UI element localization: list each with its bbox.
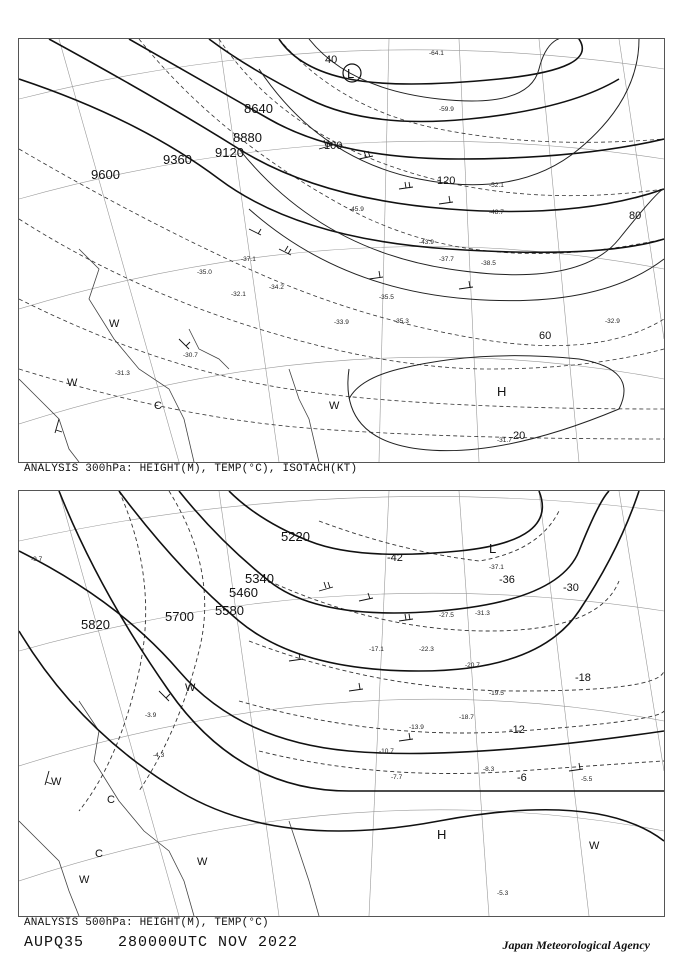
height-label: 5700 — [165, 609, 194, 624]
temp-label: -7.7 — [391, 774, 403, 781]
agency-name: Japan Meteorological Agency — [502, 938, 650, 952]
warm-mark: W — [329, 400, 340, 412]
height-label: 8880 — [233, 130, 262, 145]
caption-300hpa: ANALYSIS 300hPa: HEIGHT(M), TEMP(°C), ISOTACH(KT) — [24, 463, 358, 475]
temp-label: -8.3 — [483, 766, 495, 773]
isotach-label: 40 — [325, 54, 338, 66]
warm-mark: W — [109, 318, 120, 330]
temp-label: -31.7 — [497, 437, 512, 444]
temp-label: -19.5 — [489, 690, 504, 697]
temp-label: -20.7 — [465, 662, 480, 669]
height-label: 5220 — [281, 529, 310, 544]
temp-label: -9.7 — [31, 556, 43, 563]
map-500hpa — [18, 490, 665, 917]
isotach-label: 120 — [437, 175, 456, 187]
temp-label: -37.1 — [489, 564, 504, 571]
isotherm-label: -18 — [575, 672, 591, 684]
coastline — [19, 701, 319, 916]
map-500hpa-canvas — [19, 491, 664, 916]
isotherm-label: -6 — [517, 772, 527, 784]
isotach-contours — [239, 39, 664, 451]
temp-label: -45.9 — [349, 206, 364, 213]
temp-label: -37.1 — [241, 256, 256, 263]
coastline — [19, 249, 319, 462]
isotach-label: 80 — [629, 210, 642, 222]
isotherm-label: -42 — [387, 552, 403, 564]
temp-label: -31.3 — [115, 370, 130, 377]
temp-label: -22.3 — [419, 646, 434, 653]
temp-label: -30.7 — [183, 352, 198, 359]
temp-label: -64.1 — [429, 50, 444, 57]
isotach-label: 60 — [539, 330, 552, 342]
temp-label: -31.3 — [475, 610, 490, 617]
temp-label: -35.5 — [379, 294, 394, 301]
temp-label: -32.9 — [605, 318, 620, 325]
warm-mark: W — [79, 874, 90, 886]
graticule — [19, 491, 664, 916]
temp-label: -35.3 — [394, 318, 409, 325]
warm-mark: W — [67, 377, 78, 389]
temp-label: -3.9 — [145, 712, 157, 719]
temp-label: -37.7 — [439, 256, 454, 263]
isotherm-label: -12 — [509, 724, 525, 736]
temp-label: -13.9 — [409, 724, 424, 731]
low-pressure-mark: L — [489, 541, 497, 556]
warm-mark: W — [185, 682, 196, 694]
temp-label: -17.1 — [369, 646, 384, 653]
caption-500hpa: ANALYSIS 500hPa: HEIGHT(M), TEMP(°C) — [24, 917, 269, 929]
height-labels — [91, 101, 273, 182]
temp-label: -35.0 — [197, 269, 212, 276]
height-label: 5580 — [215, 603, 244, 618]
temp-label: -5.3 — [497, 890, 509, 897]
cold-mark: C — [95, 848, 103, 860]
isotherm-label: -30 — [563, 582, 579, 594]
map-300hpa-canvas — [19, 39, 664, 462]
map-300hpa — [18, 38, 665, 463]
height-label: 9360 — [163, 152, 192, 167]
temp-label: -38.5 — [481, 260, 496, 267]
temp-label: -4.3 — [153, 752, 165, 759]
height-label: 5340 — [245, 571, 274, 586]
height-label: 5460 — [229, 585, 258, 600]
warm-mark: W — [51, 776, 62, 788]
low-pressure-mark: L — [347, 66, 355, 81]
temp-label: -10.7 — [379, 748, 394, 755]
temp-label: -59.9 — [439, 106, 454, 113]
height-contours — [19, 491, 664, 841]
temp-label: -5.5 — [581, 776, 593, 783]
isotherm-labels — [387, 552, 591, 784]
chart-identifier — [24, 934, 298, 951]
pressure-systems — [51, 541, 600, 886]
high-pressure-mark: H — [437, 827, 447, 842]
cold-mark: C — [107, 794, 115, 806]
height-label: 5820 — [81, 617, 110, 632]
temp-label: -52.1 — [489, 182, 504, 189]
isotach-label: 100 — [324, 140, 343, 152]
temp-label: -32.1 — [231, 291, 246, 298]
temp-label: -18.7 — [459, 714, 474, 721]
high-pressure-mark: H — [497, 384, 507, 399]
temp-label: -48.7 — [489, 209, 504, 216]
cold-mark: C — [154, 400, 162, 412]
chart-code: AUPQ35 — [24, 934, 85, 951]
temp-label: -33.9 — [334, 319, 349, 326]
isotherm-label: -36 — [499, 574, 515, 586]
warm-mark: W — [589, 840, 600, 852]
height-label: 9600 — [91, 167, 120, 182]
temp-label: -27.5 — [439, 612, 454, 619]
temp-label: -43.9 — [419, 239, 434, 246]
isotach-label: 20 — [513, 430, 526, 442]
temp-label: -34.2 — [269, 284, 284, 291]
height-label: 9120 — [215, 145, 244, 160]
warm-mark: W — [197, 856, 208, 868]
graticule — [19, 39, 664, 462]
chart-time: 280000UTC NOV 2022 — [118, 934, 299, 951]
wind-barbs — [55, 140, 473, 433]
height-label: 8640 — [244, 101, 273, 116]
